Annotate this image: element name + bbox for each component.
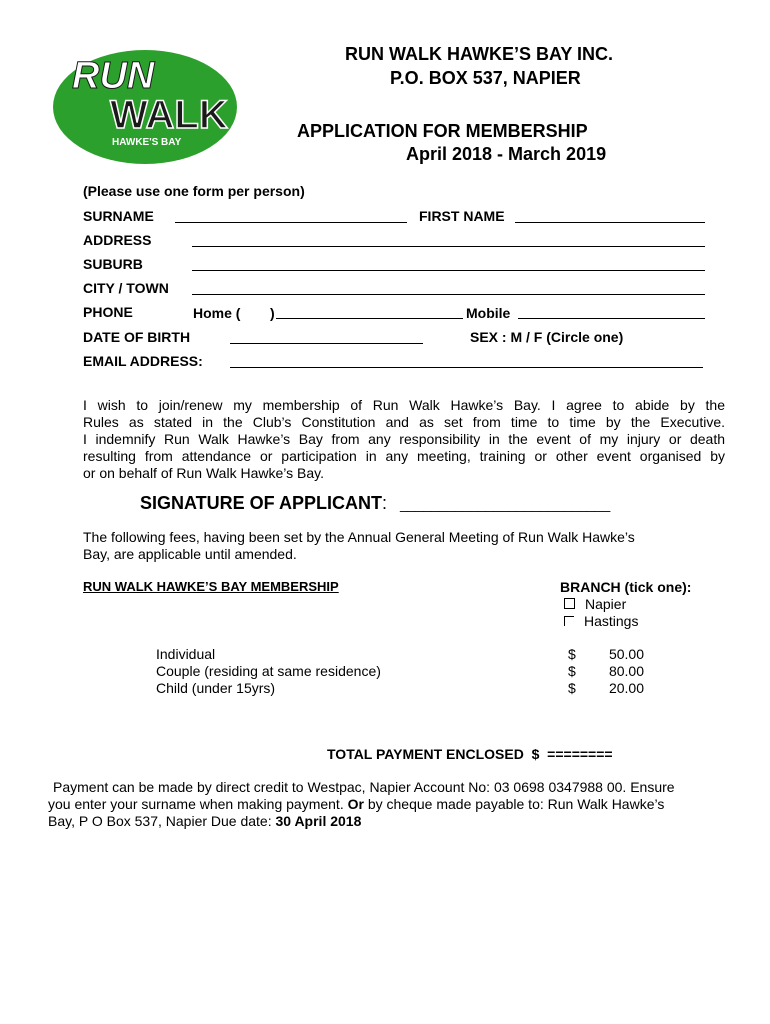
fees-intro [83,529,725,563]
payment-line [48,796,728,813]
form-instruction: (Please use one form per person) [83,183,305,199]
declaration-line: Rules as stated in the Club’s Constitution and as set from time to time by the Executive. [83,414,725,430]
address-label: ADDRESS [83,232,152,248]
city-field[interactable] [192,294,705,295]
payment-or: Or [347,796,364,812]
address-field[interactable] [192,246,705,247]
payment-line [48,813,728,830]
signature-colon: : [382,493,388,513]
branch-option-hastings[interactable] [564,613,638,629]
suburb-label: SUBURB [83,256,143,272]
declaration-line: I wish to join/renew my membership of Run Walk Hawke’s Bay. I agree to abide by the [83,397,725,413]
fees-intro-line: The following fees, having been set by the Annual General Meeting of Run Walk Hawke’s [83,529,635,545]
first-name-field[interactable] [515,222,705,223]
payment-text: Bay, P O Box 537, Napier Due date: [48,813,276,829]
sex-label: SEX : M / F (Circle one) [470,329,624,345]
fee-item-amount: 50.00 [608,646,644,662]
due-date: 30 April 2018 [275,813,362,829]
declaration-line: or on behalf of Run Walk Hawke’s Bay. [83,465,324,481]
fee-item-currency: $ [568,680,576,696]
total-payment [327,746,613,762]
email-label: EMAIL ADDRESS: [83,353,203,369]
payment-text: you enter your surname when making payment. [48,796,348,812]
fee-item-name: Child (under 15yrs) [156,680,276,696]
mobile-field[interactable] [518,318,705,319]
first-name-label: FIRST NAME [419,208,505,224]
logo-subtitle: HAWKE'S BAY [112,137,182,148]
signature-label [140,493,387,514]
home-phone-open: Home ( [193,305,241,321]
fees-intro-line: Bay, are applicable until amended. [83,546,297,562]
dob-field[interactable] [230,343,423,344]
signature-field[interactable]: ___________________________ [400,496,611,512]
payment-text: by cheque made payable to: Run Walk Hawke’s [363,796,665,812]
branch-option-label: Napier [585,596,627,612]
checkbox-icon[interactable] [564,598,575,609]
declaration-line: resulting from attendance or participation in any meeting, training or other event organised by [83,448,725,464]
surname-field[interactable] [175,222,407,223]
total-payment-currency: $ [531,746,540,762]
surname-label: SURNAME [83,208,154,224]
signature-label-text: SIGNATURE OF APPLICANT [140,493,382,513]
email-field[interactable] [230,367,703,368]
home-phone-field[interactable] [276,318,463,319]
membership-period: April 2018 - March 2019 [406,144,607,164]
fee-item-amount: 20.00 [608,680,644,696]
home-phone-close: ) [270,305,275,321]
fee-item-name: Couple (residing at same residence) [156,663,381,679]
checkbox-icon[interactable] [564,616,574,626]
mobile-label: Mobile [466,305,511,321]
total-payment-value[interactable]: ======== [547,746,613,762]
phone-label: PHONE [83,304,133,320]
branch-option-label: Hastings [584,613,639,629]
run-walk-logo [50,48,240,166]
logo-word-walk: WALK [110,93,228,137]
branch-option-napier[interactable] [564,596,626,612]
dob-label: DATE OF BIRTH [83,329,191,345]
declaration-line: I indemnify Run Walk Hawke’s Bay from any responsibility in the event of my injury or death [83,431,725,447]
fee-item-name: Individual [156,646,216,662]
total-payment-label: TOTAL PAYMENT ENCLOSED [327,746,524,762]
branch-heading: BRANCH (tick one): [560,579,692,595]
membership-heading: RUN WALK HAWKE’S BAY MEMBERSHIP [83,579,339,594]
org-po-box: P.O. BOX 537, NAPIER [390,68,581,88]
suburb-field[interactable] [192,270,705,271]
fee-item-currency: $ [568,663,576,679]
fee-item-currency: $ [568,646,576,662]
org-name: RUN WALK HAWKE’S BAY INC. [345,44,614,64]
application-title: APPLICATION FOR MEMBERSHIP [297,121,588,141]
declaration-text [83,397,725,482]
payment-info [48,779,728,830]
logo-word-run: RUN [72,55,155,97]
fee-item-amount: 80.00 [608,663,644,679]
payment-line: Payment can be made by direct credit to Westpac, Napier Account No: 03 0698 0347988 00. Ensure [53,779,675,795]
city-label: CITY / TOWN [83,280,169,296]
